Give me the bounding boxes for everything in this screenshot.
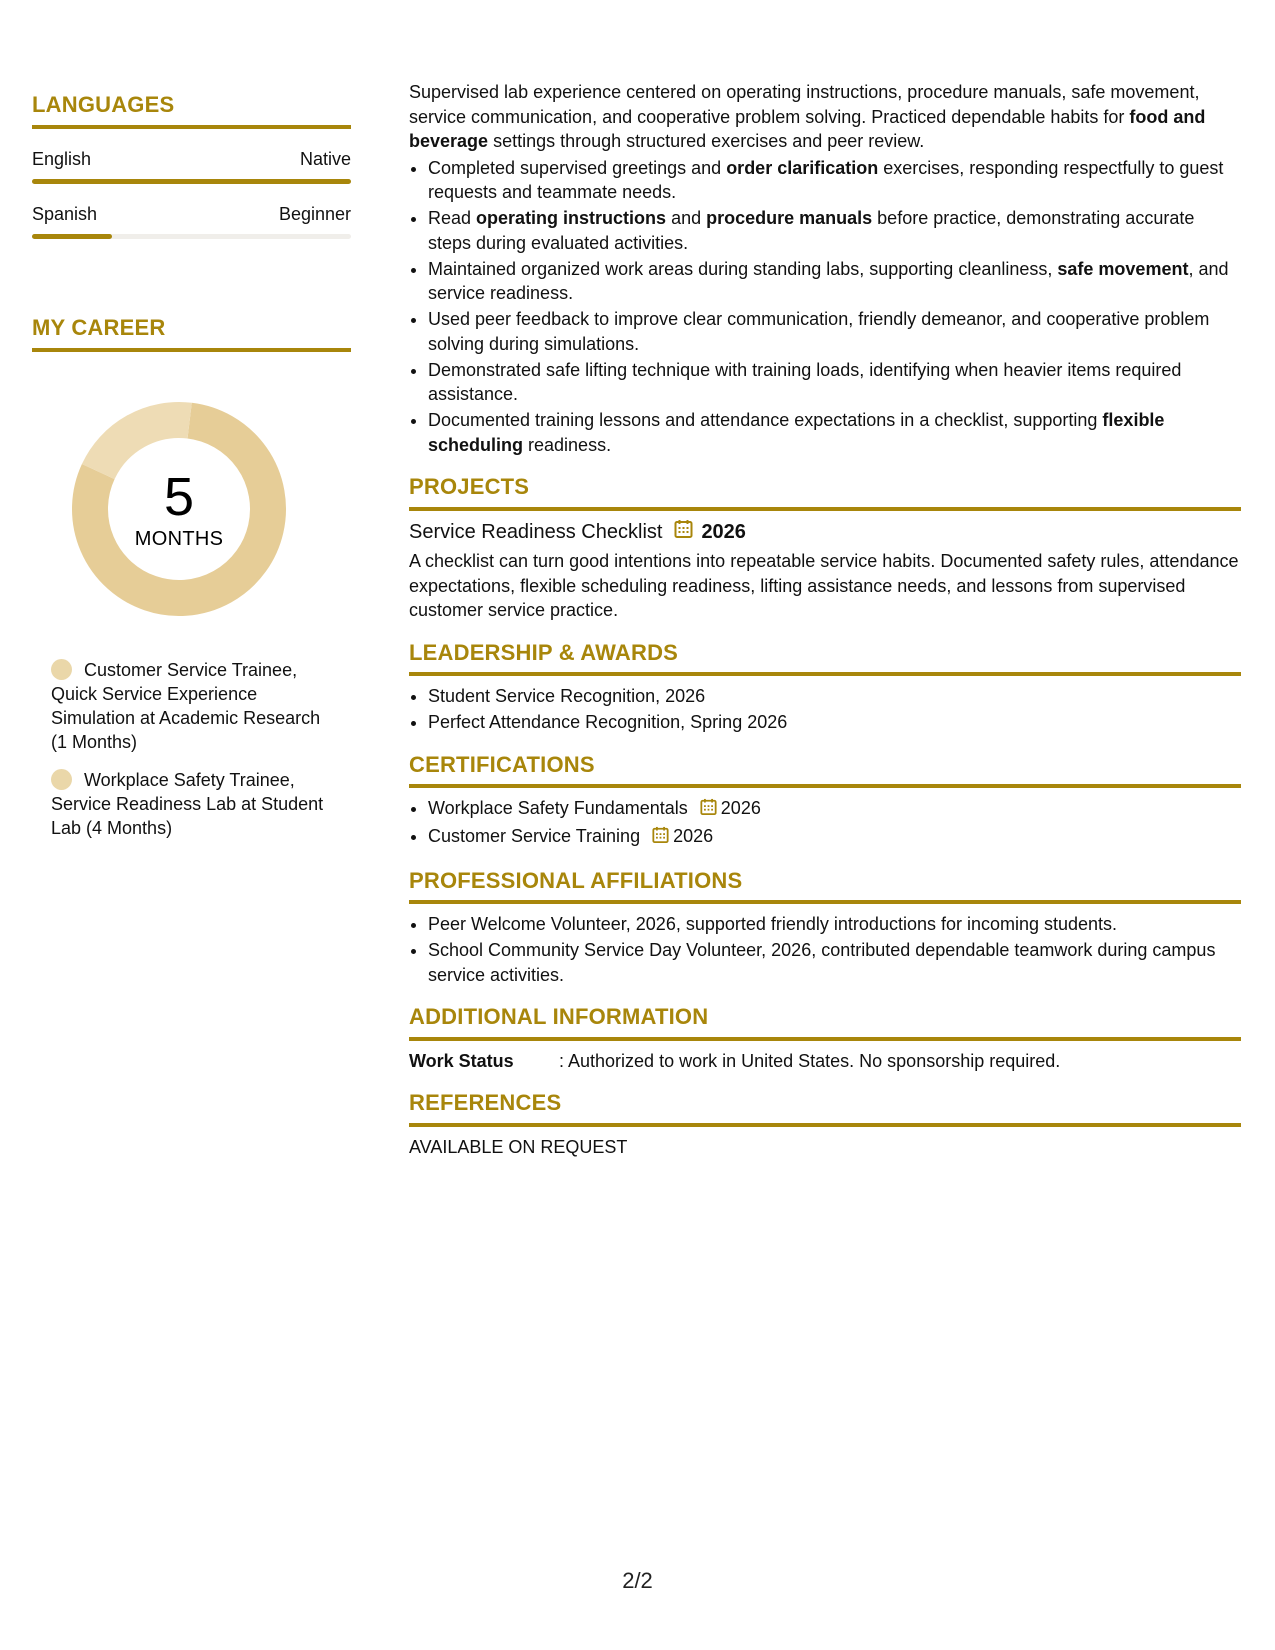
career-legend (51, 658, 336, 840)
work-status-row (409, 1049, 1241, 1074)
career-section (32, 315, 351, 840)
experience-bullet: • Used peer feedback to improve clear communication, friendly demeanor, and cooperative problem solving during simulations. (428, 307, 1241, 356)
language-level-bar (32, 179, 351, 184)
calendar-icon (700, 798, 717, 823)
certifications-section (409, 753, 1241, 851)
work-status-value: : Authorized to work in United States. No sponsorship required. (559, 1050, 1061, 1071)
career-heading: MY CAREER (32, 315, 351, 352)
references-section (409, 1091, 1241, 1159)
affiliations-heading: PROFESSIONAL AFFILIATIONS (409, 869, 1241, 905)
projects-section (409, 475, 1241, 623)
certification-name: Customer Service Training (428, 826, 641, 846)
language-level: Beginner (278, 204, 351, 224)
certification-item (428, 796, 1241, 823)
languages-heading: LANGUAGES (32, 92, 351, 129)
affiliation-item: • School Community Service Day Volunteer, 2026, contributed dependable teamwork during campus service activities. (428, 938, 1241, 987)
affiliation-item: • Peer Welcome Volunteer, 2026, supported friendly introductions for incoming students. (428, 912, 1241, 937)
language-level-fill (32, 234, 112, 239)
language-name: Spanish (32, 204, 98, 224)
legend-dot-icon (51, 769, 72, 790)
certification-name: Workplace Safety Fundamentals (428, 798, 688, 818)
additional-heading: ADDITIONAL INFORMATION (409, 1005, 1241, 1041)
certifications-heading: CERTIFICATIONS (409, 753, 1241, 789)
career-total-unit: MONTHS (134, 527, 224, 550)
languages-list (32, 149, 351, 239)
project-title-row (409, 519, 1241, 546)
certifications-list (409, 796, 1241, 851)
references-heading: REFERENCES (409, 1091, 1241, 1127)
right-column (409, 80, 1241, 1159)
experience-bullets (409, 156, 1241, 458)
language-name: English (32, 149, 92, 169)
language-level-bar (32, 234, 351, 239)
calendar-icon (674, 519, 693, 546)
certification-year: 2026 (720, 798, 761, 818)
experience-bullet: • Demonstrated safe lifting technique with training loads, identifying when heavier items required assistance. (428, 358, 1241, 407)
project-name: Service Readiness Checklist (409, 520, 663, 543)
certification-year: 2026 (673, 826, 714, 846)
calendar-icon (652, 826, 669, 851)
language-level-fill (32, 179, 351, 184)
career-donut-chart (66, 396, 292, 622)
language-row (32, 149, 351, 170)
career-legend-item (51, 658, 336, 754)
left-column (32, 92, 351, 854)
affiliations-list (409, 912, 1241, 987)
legend-dot-icon (51, 659, 72, 680)
projects-heading: PROJECTS (409, 475, 1241, 511)
career-legend-item (51, 768, 336, 840)
award-item: • Student Service Recognition, 2026 (428, 684, 1241, 709)
awards-heading: LEADERSHIP & AWARDS (409, 641, 1241, 677)
experience-bullet: • Maintained organized work areas during standing labs, supporting cleanliness, safe movement, and service readiness. (428, 257, 1241, 306)
award-item: • Perfect Attendance Recognition, Spring 2026 (428, 710, 1241, 735)
work-status-label: Work Status (409, 1050, 514, 1071)
additional-section (409, 1005, 1241, 1073)
experience-bullet: • Completed supervised greetings and order clarification exercises, responding respectfully to guest requests and teammate needs. (428, 156, 1241, 205)
page-number: 2/2 (622, 1568, 653, 1593)
affiliations-section (409, 869, 1241, 988)
career-total-number: 5 (163, 466, 195, 527)
donut-center (66, 396, 292, 622)
career-legend-label: Customer Service Trainee, Quick Service Experience Simulation at Academic Research (1 Months) (51, 660, 321, 752)
language-level: Native (299, 149, 351, 169)
career-legend-label: Workplace Safety Trainee, Service Readiness Lab at Student Lab (4 Months) (51, 770, 324, 838)
language-row (32, 204, 351, 225)
experience-bullet: • Read operating instructions and procedure manuals before practice, demonstrating accurate steps during evaluated activities. (428, 206, 1241, 255)
awards-section (409, 641, 1241, 735)
awards-list (409, 684, 1241, 735)
experience-section (409, 80, 1241, 457)
languages-section (32, 92, 351, 239)
certification-item (428, 824, 1241, 851)
experience-summary: Supervised lab experience centered on operating instructions, procedure manuals, safe movement, service communication, and cooperative problem solving. Practiced dependable habits for food and beverage settings through structured exercises and peer review. (409, 82, 1206, 151)
project-year: 2026 (701, 520, 746, 543)
references-text: AVAILABLE ON REQUEST (409, 1136, 628, 1157)
project-description: A checklist can turn good intentions into repeatable service habits. Documented safety rules, attendance expectations, flexible scheduling readiness, lifting assistance needs, and lessons from supervised customer service practice. (409, 551, 1239, 620)
experience-bullet: • Documented training lessons and attendance expectations in a checklist, supporting flexible scheduling readiness. (428, 408, 1241, 457)
